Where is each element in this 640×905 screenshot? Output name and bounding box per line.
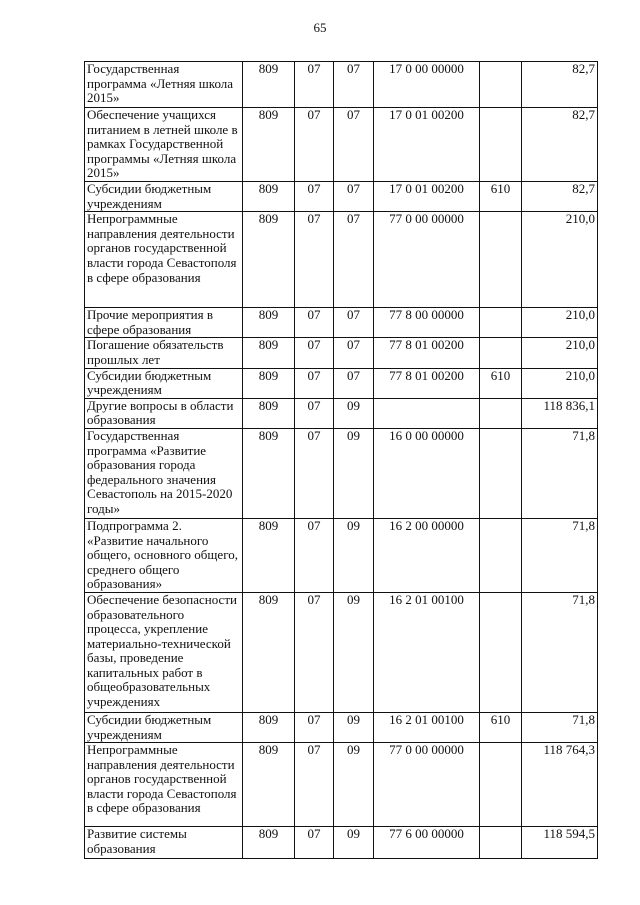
section-code: 07 bbox=[295, 182, 334, 212]
subsection-code: 09 bbox=[334, 743, 374, 827]
target-article-code: 16 0 00 00000 bbox=[374, 428, 480, 518]
amount: 118 836,1 bbox=[522, 398, 598, 428]
grbs-code: 809 bbox=[243, 182, 295, 212]
subsection-code: 07 bbox=[334, 368, 374, 398]
item-name: Прочие мероприятия в сфере образования bbox=[85, 308, 243, 338]
target-article-code: 77 0 00 00000 bbox=[374, 743, 480, 827]
table-row bbox=[85, 62, 598, 108]
item-name: Погашение обязательств прошлых лет bbox=[85, 338, 243, 368]
item-name: Государственная программа «Летняя школа 2015» bbox=[85, 62, 243, 108]
subsection-code: 07 bbox=[334, 338, 374, 368]
table-row bbox=[85, 592, 598, 712]
table-row bbox=[85, 212, 598, 308]
amount: 82,7 bbox=[522, 108, 598, 182]
target-article-code: 77 0 00 00000 bbox=[374, 212, 480, 308]
section-code: 07 bbox=[295, 827, 334, 859]
amount: 71,8 bbox=[522, 518, 598, 592]
item-name: Непрограммные направления деятельности органов государственной власти города Севастополя в сфере образования bbox=[85, 212, 243, 308]
grbs-code: 809 bbox=[243, 398, 295, 428]
item-name: Обеспечение учащихся питанием в летней школе в рамках Государственной программы «Летняя школа 2015» bbox=[85, 108, 243, 182]
table-row bbox=[85, 368, 598, 398]
expense-type-code bbox=[480, 212, 522, 308]
grbs-code: 809 bbox=[243, 518, 295, 592]
expense-type-code: 610 bbox=[480, 182, 522, 212]
section-code: 07 bbox=[295, 712, 334, 742]
item-name: Субсидии бюджетным учреждениям bbox=[85, 182, 243, 212]
section-code: 07 bbox=[295, 62, 334, 108]
amount: 210,0 bbox=[522, 338, 598, 368]
table-row bbox=[85, 182, 598, 212]
target-article-code: 17 0 01 00200 bbox=[374, 108, 480, 182]
target-article-code: 16 2 01 00100 bbox=[374, 712, 480, 742]
target-article-code bbox=[374, 398, 480, 428]
amount: 118 594,5 bbox=[522, 827, 598, 859]
amount: 210,0 bbox=[522, 212, 598, 308]
amount: 71,8 bbox=[522, 592, 598, 712]
target-article-code: 77 8 01 00200 bbox=[374, 368, 480, 398]
table-row bbox=[85, 338, 598, 368]
grbs-code: 809 bbox=[243, 108, 295, 182]
table-row bbox=[85, 108, 598, 182]
target-article-code: 77 8 00 00000 bbox=[374, 308, 480, 338]
expense-type-code bbox=[480, 428, 522, 518]
subsection-code: 07 bbox=[334, 212, 374, 308]
item-name: Непрограммные направления деятельности органов государственной власти города Севастополя в сфере образования bbox=[85, 743, 243, 827]
subsection-code: 09 bbox=[334, 712, 374, 742]
grbs-code: 809 bbox=[243, 592, 295, 712]
expense-type-code bbox=[480, 338, 522, 368]
target-article-code: 17 0 01 00200 bbox=[374, 182, 480, 212]
amount: 82,7 bbox=[522, 62, 598, 108]
target-article-code: 77 8 01 00200 bbox=[374, 338, 480, 368]
subsection-code: 09 bbox=[334, 428, 374, 518]
expense-type-code bbox=[480, 743, 522, 827]
expense-type-code bbox=[480, 827, 522, 859]
amount: 210,0 bbox=[522, 368, 598, 398]
expense-type-code: 610 bbox=[480, 712, 522, 742]
section-code: 07 bbox=[295, 338, 334, 368]
subsection-code: 09 bbox=[334, 592, 374, 712]
item-name: Подпрограмма 2. «Развитие начального общего, основного общего, среднего общего образования» bbox=[85, 518, 243, 592]
grbs-code: 809 bbox=[243, 212, 295, 308]
amount: 82,7 bbox=[522, 182, 598, 212]
section-code: 07 bbox=[295, 398, 334, 428]
expense-type-code bbox=[480, 108, 522, 182]
subsection-code: 09 bbox=[334, 398, 374, 428]
subsection-code: 09 bbox=[334, 518, 374, 592]
subsection-code: 07 bbox=[334, 62, 374, 108]
subsection-code: 09 bbox=[334, 827, 374, 859]
table-row bbox=[85, 308, 598, 338]
section-code: 07 bbox=[295, 368, 334, 398]
grbs-code: 809 bbox=[243, 827, 295, 859]
subsection-code: 07 bbox=[334, 108, 374, 182]
amount: 210,0 bbox=[522, 308, 598, 338]
target-article-code: 17 0 00 00000 bbox=[374, 62, 480, 108]
grbs-code: 809 bbox=[243, 368, 295, 398]
grbs-code: 809 bbox=[243, 62, 295, 108]
section-code: 07 bbox=[295, 518, 334, 592]
expense-type-code bbox=[480, 398, 522, 428]
amount: 118 764,3 bbox=[522, 743, 598, 827]
section-code: 07 bbox=[295, 308, 334, 338]
budget-table bbox=[84, 61, 598, 859]
expense-type-code bbox=[480, 62, 522, 108]
amount: 71,8 bbox=[522, 712, 598, 742]
budget-table-body bbox=[85, 62, 598, 859]
expense-type-code bbox=[480, 592, 522, 712]
section-code: 07 bbox=[295, 428, 334, 518]
table-row bbox=[85, 518, 598, 592]
subsection-code: 07 bbox=[334, 182, 374, 212]
section-code: 07 bbox=[295, 592, 334, 712]
table-row bbox=[85, 398, 598, 428]
grbs-code: 809 bbox=[243, 743, 295, 827]
section-code: 07 bbox=[295, 212, 334, 308]
item-name: Развитие системы образования bbox=[85, 827, 243, 859]
expense-type-code bbox=[480, 308, 522, 338]
item-name: Государственная программа «Развитие образования города федерального значения Севастополь на 2015-2020 годы» bbox=[85, 428, 243, 518]
section-code: 07 bbox=[295, 108, 334, 182]
grbs-code: 809 bbox=[243, 308, 295, 338]
table-row bbox=[85, 428, 598, 518]
item-name: Субсидии бюджетным учреждениям bbox=[85, 712, 243, 742]
item-name: Субсидии бюджетным учреждениям bbox=[85, 368, 243, 398]
section-code: 07 bbox=[295, 743, 334, 827]
item-name: Другие вопросы в области образования bbox=[85, 398, 243, 428]
table-row bbox=[85, 743, 598, 827]
expense-type-code bbox=[480, 518, 522, 592]
item-name: Обеспечение безопасности образовательного процесса, укрепление материально-технической базы, проведение капитальных работ в общеобразовательных учреждениях bbox=[85, 592, 243, 712]
target-article-code: 16 2 00 00000 bbox=[374, 518, 480, 592]
table-row bbox=[85, 712, 598, 742]
expense-type-code: 610 bbox=[480, 368, 522, 398]
page-number: 65 bbox=[313, 20, 327, 35]
target-article-code: 77 6 00 00000 bbox=[374, 827, 480, 859]
table-row bbox=[85, 827, 598, 859]
amount: 71,8 bbox=[522, 428, 598, 518]
grbs-code: 809 bbox=[243, 712, 295, 742]
grbs-code: 809 bbox=[243, 428, 295, 518]
subsection-code: 07 bbox=[334, 308, 374, 338]
grbs-code: 809 bbox=[243, 338, 295, 368]
target-article-code: 16 2 01 00100 bbox=[374, 592, 480, 712]
